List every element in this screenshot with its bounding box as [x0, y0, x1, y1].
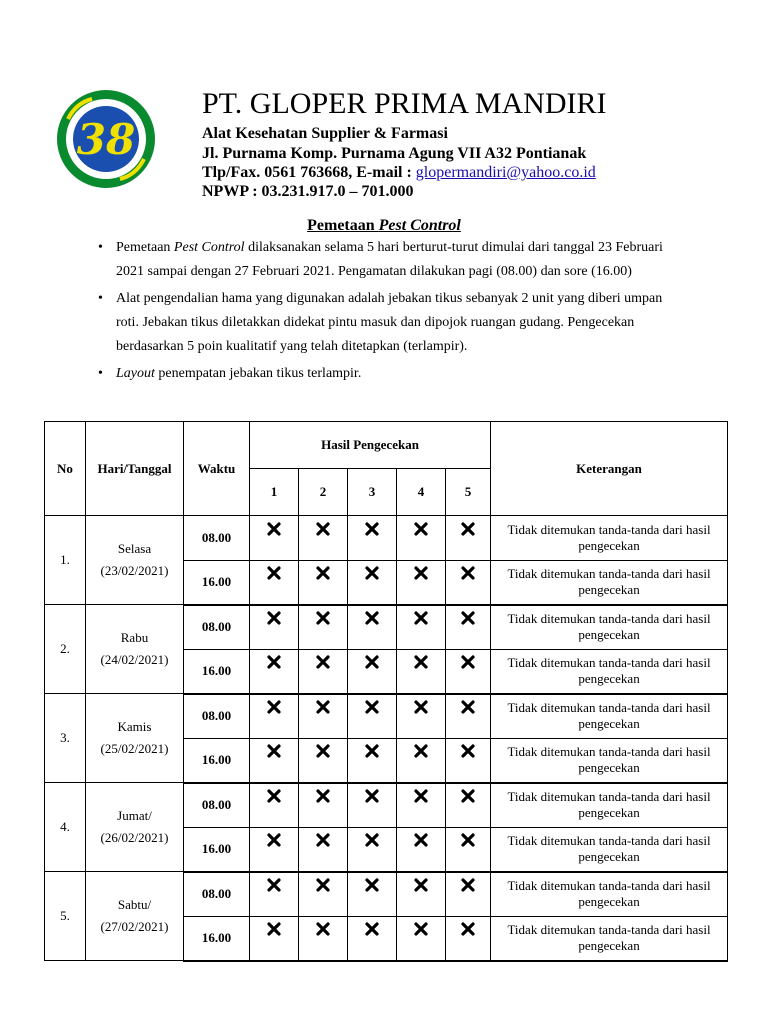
row-time: 16.00 [184, 828, 250, 872]
row-day: Kamis [117, 719, 152, 734]
bullet-item: • Layout penempatan jebakan tikus terlampir. [98, 362, 688, 386]
x-mark-icon [446, 739, 491, 783]
row-day-date [86, 516, 184, 605]
header-point-1: 1 [250, 469, 299, 516]
x-mark-icon [250, 828, 299, 872]
row-time: 08.00 [184, 872, 250, 917]
x-mark-icon [348, 917, 397, 961]
row-remarks: Tidak ditemukan tanda-tanda dari hasil pengecekan [491, 516, 728, 561]
table-row [45, 516, 728, 561]
bullet-item: • Alat pengendalian hama yang digunakan adalah jebakan tikus sebanyak 2 unit yang diberi umpan roti. Jebakan tikus diletakkan didekat pintu masuk dan dipojok ruangan gudang. Pengecekan berdasarkan 5 poin kualitatif yang telah ditetapkan (terlampir). [98, 287, 688, 359]
row-date: (24/02/2021) [100, 652, 169, 667]
row-day-date [86, 872, 184, 961]
x-mark-icon [397, 605, 446, 650]
x-mark-icon [348, 561, 397, 605]
row-time: 08.00 [184, 694, 250, 739]
header-point-4: 4 [397, 469, 446, 516]
row-time: 16.00 [184, 739, 250, 783]
x-mark-icon [299, 605, 348, 650]
x-mark-icon [348, 605, 397, 650]
row-day-date [86, 694, 184, 783]
x-mark-icon [250, 650, 299, 694]
header-remarks: Keterangan [491, 422, 728, 516]
header-point-5: 5 [446, 469, 491, 516]
document-title [0, 217, 768, 235]
row-remarks: Tidak ditemukan tanda-tanda dari hasil pengecekan [491, 694, 728, 739]
x-mark-icon [446, 783, 491, 828]
x-mark-icon [299, 739, 348, 783]
header-point-2: 2 [299, 469, 348, 516]
row-date: (26/02/2021) [100, 830, 169, 845]
row-day-date [86, 783, 184, 872]
x-mark-icon [446, 516, 491, 561]
x-mark-icon [397, 561, 446, 605]
row-date: (23/02/2021) [100, 563, 169, 578]
table-row [45, 694, 728, 739]
row-time: 16.00 [184, 650, 250, 694]
x-mark-icon [299, 872, 348, 917]
x-mark-icon [397, 828, 446, 872]
row-number: 5. [45, 872, 86, 961]
x-mark-icon [250, 561, 299, 605]
row-number: 4. [45, 783, 86, 872]
x-mark-icon [397, 516, 446, 561]
x-mark-icon [348, 872, 397, 917]
row-day: Sabtu/ [117, 897, 152, 912]
x-mark-icon [446, 694, 491, 739]
x-mark-icon [397, 917, 446, 961]
header-point-3: 3 [348, 469, 397, 516]
row-time: 08.00 [184, 605, 250, 650]
company-logo [56, 89, 156, 189]
x-mark-icon [397, 694, 446, 739]
phone-text: Tlp/Fax. 0561 763668, E-mail : [202, 164, 416, 181]
x-mark-icon [250, 872, 299, 917]
x-mark-icon [299, 917, 348, 961]
x-mark-icon [348, 739, 397, 783]
title-italic: Pest Control [378, 217, 461, 234]
row-time: 08.00 [184, 516, 250, 561]
x-mark-icon [250, 917, 299, 961]
header-day-date: Hari/Tanggal [86, 422, 184, 516]
table-row [45, 605, 728, 650]
logo-text: 38 [76, 115, 136, 164]
x-mark-icon [348, 783, 397, 828]
x-mark-icon [397, 650, 446, 694]
x-mark-icon [446, 650, 491, 694]
row-remarks: Tidak ditemukan tanda-tanda dari hasil pengecekan [491, 828, 728, 872]
x-mark-icon [446, 828, 491, 872]
x-mark-icon [348, 828, 397, 872]
row-remarks: Tidak ditemukan tanda-tanda dari hasil pengecekan [491, 872, 728, 917]
header-results: Hasil Pengecekan [250, 422, 491, 469]
bullet-list [98, 236, 688, 389]
x-mark-icon [250, 516, 299, 561]
x-mark-icon [299, 783, 348, 828]
company-address: Jl. Purnama Komp. Purnama Agung VII A32 Pontianak [202, 145, 587, 162]
row-remarks: Tidak ditemukan tanda-tanda dari hasil pengecekan [491, 739, 728, 783]
x-mark-icon [299, 516, 348, 561]
row-day: Jumat/ [117, 808, 152, 823]
header-no: No [45, 422, 86, 516]
row-number: 1. [45, 516, 86, 605]
x-mark-icon [446, 561, 491, 605]
row-remarks: Tidak ditemukan tanda-tanda dari hasil pengecekan [491, 605, 728, 650]
row-day: Rabu [120, 630, 149, 645]
x-mark-icon [348, 516, 397, 561]
x-mark-icon [446, 872, 491, 917]
row-time: 16.00 [184, 917, 250, 961]
company-name: PT. GLOPER PRIMA MANDIRI [202, 87, 607, 120]
x-mark-icon [250, 739, 299, 783]
email-link[interactable]: glopermandiri@yahoo.co.id [415, 164, 596, 181]
x-mark-icon [397, 872, 446, 917]
table-row [45, 783, 728, 828]
company-npwp: NPWP : 03.231.917.0 – 701.000 [202, 183, 414, 200]
x-mark-icon [446, 605, 491, 650]
bullet-item: • Pemetaan Pest Control dilaksanakan selama 5 hari berturut-turut dimulai dari tanggal 23 Februari 2021 sampai dengan 27 Februari 2021. Pengamatan dilakukan pagi (08.00) dan sore (16.00) [98, 236, 688, 284]
title-prefix: Pemetaan [307, 217, 379, 234]
x-mark-icon [299, 650, 348, 694]
row-remarks: Tidak ditemukan tanda-tanda dari hasil pengecekan [491, 917, 728, 961]
header-time: Waktu [184, 422, 250, 516]
row-time: 16.00 [184, 561, 250, 605]
x-mark-icon [397, 783, 446, 828]
row-remarks: Tidak ditemukan tanda-tanda dari hasil pengecekan [491, 650, 728, 694]
row-remarks: Tidak ditemukan tanda-tanda dari hasil pengecekan [491, 561, 728, 605]
company-contact [202, 163, 596, 183]
inspection-table [44, 421, 728, 962]
x-mark-icon [299, 694, 348, 739]
row-day-date [86, 605, 184, 694]
x-mark-icon [348, 694, 397, 739]
row-day: Selasa [117, 541, 152, 556]
row-remarks: Tidak ditemukan tanda-tanda dari hasil pengecekan [491, 783, 728, 828]
x-mark-icon [299, 561, 348, 605]
x-mark-icon [299, 828, 348, 872]
x-mark-icon [397, 739, 446, 783]
x-mark-icon [250, 783, 299, 828]
x-mark-icon [250, 694, 299, 739]
row-time: 08.00 [184, 783, 250, 828]
company-subtitle: Alat Kesehatan Supplier & Farmasi [202, 125, 448, 142]
table-row [45, 872, 728, 917]
row-date: (25/02/2021) [100, 741, 169, 756]
row-number: 3. [45, 694, 86, 783]
row-number: 2. [45, 605, 86, 694]
x-mark-icon [250, 605, 299, 650]
row-date: (27/02/2021) [100, 919, 169, 934]
x-mark-icon [348, 650, 397, 694]
x-mark-icon [446, 917, 491, 961]
